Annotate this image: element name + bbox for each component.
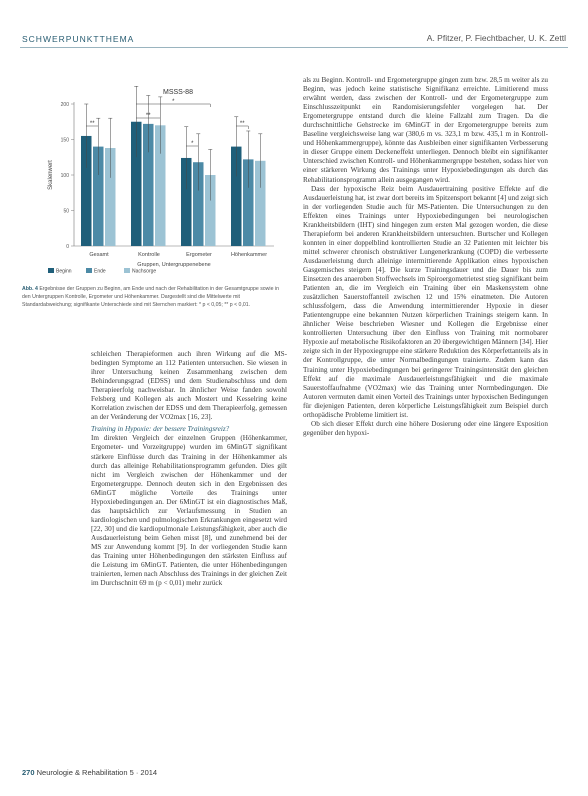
legend-swatch [86,268,92,273]
x-tick-label: Höhenkammer [230,252,268,258]
page-footer [22,768,157,777]
left-column [91,350,287,588]
y-tick-label: 150 [60,137,69,144]
figure-label: Abb. 4 [22,286,38,292]
legend-label: Ende [94,268,106,275]
subheading: Training in Hypoxie: der bessere Trainingsreiz? [91,425,230,434]
y-tick-label: 0 [66,244,69,250]
y-tick-label: 50 [63,208,69,215]
significance-marker: ** [89,121,95,127]
figure-chart [42,82,282,278]
legend-label: Beginn [56,268,72,275]
right-paragraph-3: Ob sich dieser Effekt durch eine höhere Dosierung oder eine längere Exposition gegenüber den hypoxi- [303,419,548,437]
figure-caption [22,285,280,310]
y-axis-label: Skalenwert [48,160,54,190]
significance-marker: * [191,141,194,147]
legend-swatch [124,268,130,273]
left-paragraph-2: Im direkten Vergleich der einzelnen Gruppen (Höhenkammer, Ergometer- und Vorzeitgruppe) wurden im 6MinGT signifikant stärkere Einflüsse durch das Training in der Höhenkammer als durch das alleinige Rehabilitationsprogramm gefunden. Dies gilt nicht im Vergleich zwischen der Höhenkammer und der Ergometergruppe. Dennoch deuten sich in den Ergebnissen des 6MinGT mögliche Vorteile des Trainings unter Hypoxiebedingungen an. Der 6MinGT ist ein diagnostisches Maß, das hauptsächlich zur Verlaufsmessung in Studien an kardiologischen und pulmologischen Erkrankungen eingesetzt wird [22, 30] und die kardiopulmonale Leistungsfähigkeit, aber auch die Ausdauerleistung beim Gehen misst [8], und zunehmend bei der MS zur Anwendung kommt [9]. In der vorliegenden Studie kann das Training unter Höhenbedingungen den stärksten Einfluss auf die Leistung im 6MinGT. Patienten, die unter Höhenbedingungen trainierten, lernen nach Abschluss des Trainings in der gleichen Zeit im Durchschnitt 69 m (p < 0,01) mehr zurück [91,434,287,588]
x-tick-label: Gesamt [89,252,109,258]
right-column [303,76,548,438]
significance-marker: ** [145,113,151,119]
authors-header: A. Pfitzer, P. Fiechtbacher, U. K. Zettl [426,33,566,43]
journal-name: Neurologie & Rehabilitation 5 · 2014 [36,768,158,777]
bar-chart [42,82,282,278]
legend-swatch [48,268,54,273]
right-paragraph-2: Dass der hypoxische Reiz beim Ausdauertraining positive Effekte auf die Ausdauerleistung hat, ist zwar dort bereits im Spitzensport bekannt [4] und zeigt sich in der vorliegenden Studie auch für MS-Patienten. Die Untersuchungen zu den Effekten eines Trainings unter Hypoxiebedingungen bei neurologischen Krankheitsbildern (IHT) sind hingegen zum ersten Mal gezogen worden, die diese Therapieform bei anderen Krankheitsbildern untersuchten. Burtscher und Kollegen konnten in einer doppelblind kontrollierten Studie an 32 Patienten mit leichter bis mittel schwerer chronisch obstruktiver Lungenerkrankung (COPD) die verbesserte Ausdauerleistung durch alleinige intermittierende Applikation eines hypoxischen Gasgemisches steigern [4]. Die kurze Trainingsdauer und die Dauer bis zum Einsetzen des anaeroben Stoffwechsels im Spiroergometrietest stieg signifikant beim Patienten an, die im Vergleich ein Training über ein Maskensystem ohne zusätzlichen Sauerstoffanteil zwischen 12 und 15% einatmeten. Die Autoren schlussfolgern, dass die Anwendung intermittierender Hypoxie in dieser Patientengruppe eine bekannten Nutzen körperlichen Trainings steigern kann. In ähnlicher Weise beschrieben Wiesner und Kollegen die Ergebnisse einer kontrollierten Untersuchung über den Einfluss von Training mit normobarer Hypoxie auf metabolische Risikofaktoren an 20 übergewichtigen Männern [34]. Hier zeigte sich in der Hypoxiegruppe eine stärkere Reduktion des Körperfettanteils als in der Kontrollgruppe, die unter Normalbedingungen trainierte. Zudem kann das Training unter Hypoxiebedingungen bei geringerer Trainingsintensität den gleichen Effekt auf die maximale Ausdauerleistungsfähigkeit und die maximale Sauerstoffaufnahme (VO2max) wie das Training unter Normbedingungen. Die Autoren vermuten damit einen Vorteil des Trainings unter hypoxischen Bedingungen für diejenigen Patienten, deren körperliche Leistungsfähigkeit zum Beispiel durch orthopädische Probleme limitiert ist. [303,184,548,419]
y-tick-label: 200 [60,102,69,108]
page-number: 270 [22,768,35,777]
x-axis-label: Gruppen, Untergruppenebene [137,262,211,268]
right-paragraph-1: als zu Beginn. Kontroll- und Ergometergruppe gingen zum bzw. 28,5 m weiter als zu Beginn, was jedoch keine statistische Signifikanz erreichte. Limitierend muss erwähnt werden, dass zwischen der Kontroll- und der Ergometergruppe zum Einschlusszeitpunkt ein Randomisierungsfehler vorgelegen hat. Der Ergometergruppe entstand durch die kleine Fallzahl zum Tragen. Da die durchschnittliche Gehstrecke im 6MinGT in der Ergometergruppe bereits zum Baseline vergleichsweise lang war (380,6 m vs. 323,1 m bzw. 435,1 m in Kontroll- und Höhenkammergruppe), könnte das Ausbleiben einer signifikanten Verbesserung in dieser Gruppe einem Deckeneffekt unterliegen. Dennoch bleibt ein signifikanter Unterschied zwischen Kontroll- und Höhenkammergruppe bestehen, sodass hier von einer stärkeren Wirkung des Trainings unter Hypoxiebedingungen als durch das Rehabilitationsprogramm allein ausgegangen wird. [303,76,548,184]
header-rule [20,47,568,48]
legend-label: Nachsorge [132,268,157,275]
y-tick-label: 100 [60,173,69,179]
figure-caption-text: Ergebnisse der Gruppen zu Beginn, am Ende und nach der Rehabilitation in der Gesamtgruppe sowie in den Untergruppen Kontrolle, Ergometer und Höhenkammer. Dargestellt sind die Mittelwerte mit Standardabweichung; signifikante Unterschiede sind mit Sternchen markiert: * p < 0,05; ** p < 0,01. [22,286,279,309]
chart-title: MSSS-88 [163,89,193,96]
x-tick-label: Ergometer [186,252,212,258]
section-title: SCHWERPUNKTTHEMA [22,34,135,44]
significance-marker: ** [239,121,245,127]
x-tick-label: Kontrolle [138,252,160,258]
significance-marker: * [172,99,175,105]
left-paragraph-1: schleichen Therapieformen auch ihren Wirkung auf die MS-bedingten Symptome an 112 Patienten untersuchen. Sie wiesen in ihrer Untersuchung keinen Zusammenhang zwischen dem Behinderungsgrad (EDSS) und dem Studienabschluss und dem Therapieerfolg nachweisbar. In ähnlicher Weise fanden sowohl Felsberg und Kollegen als auch Mostert und Kesselring keine Korrelation zwischen der EDSS und dem Therapieerfolg, gemessen an der Veränderung der VO2max [16, 23]. [91,350,287,422]
